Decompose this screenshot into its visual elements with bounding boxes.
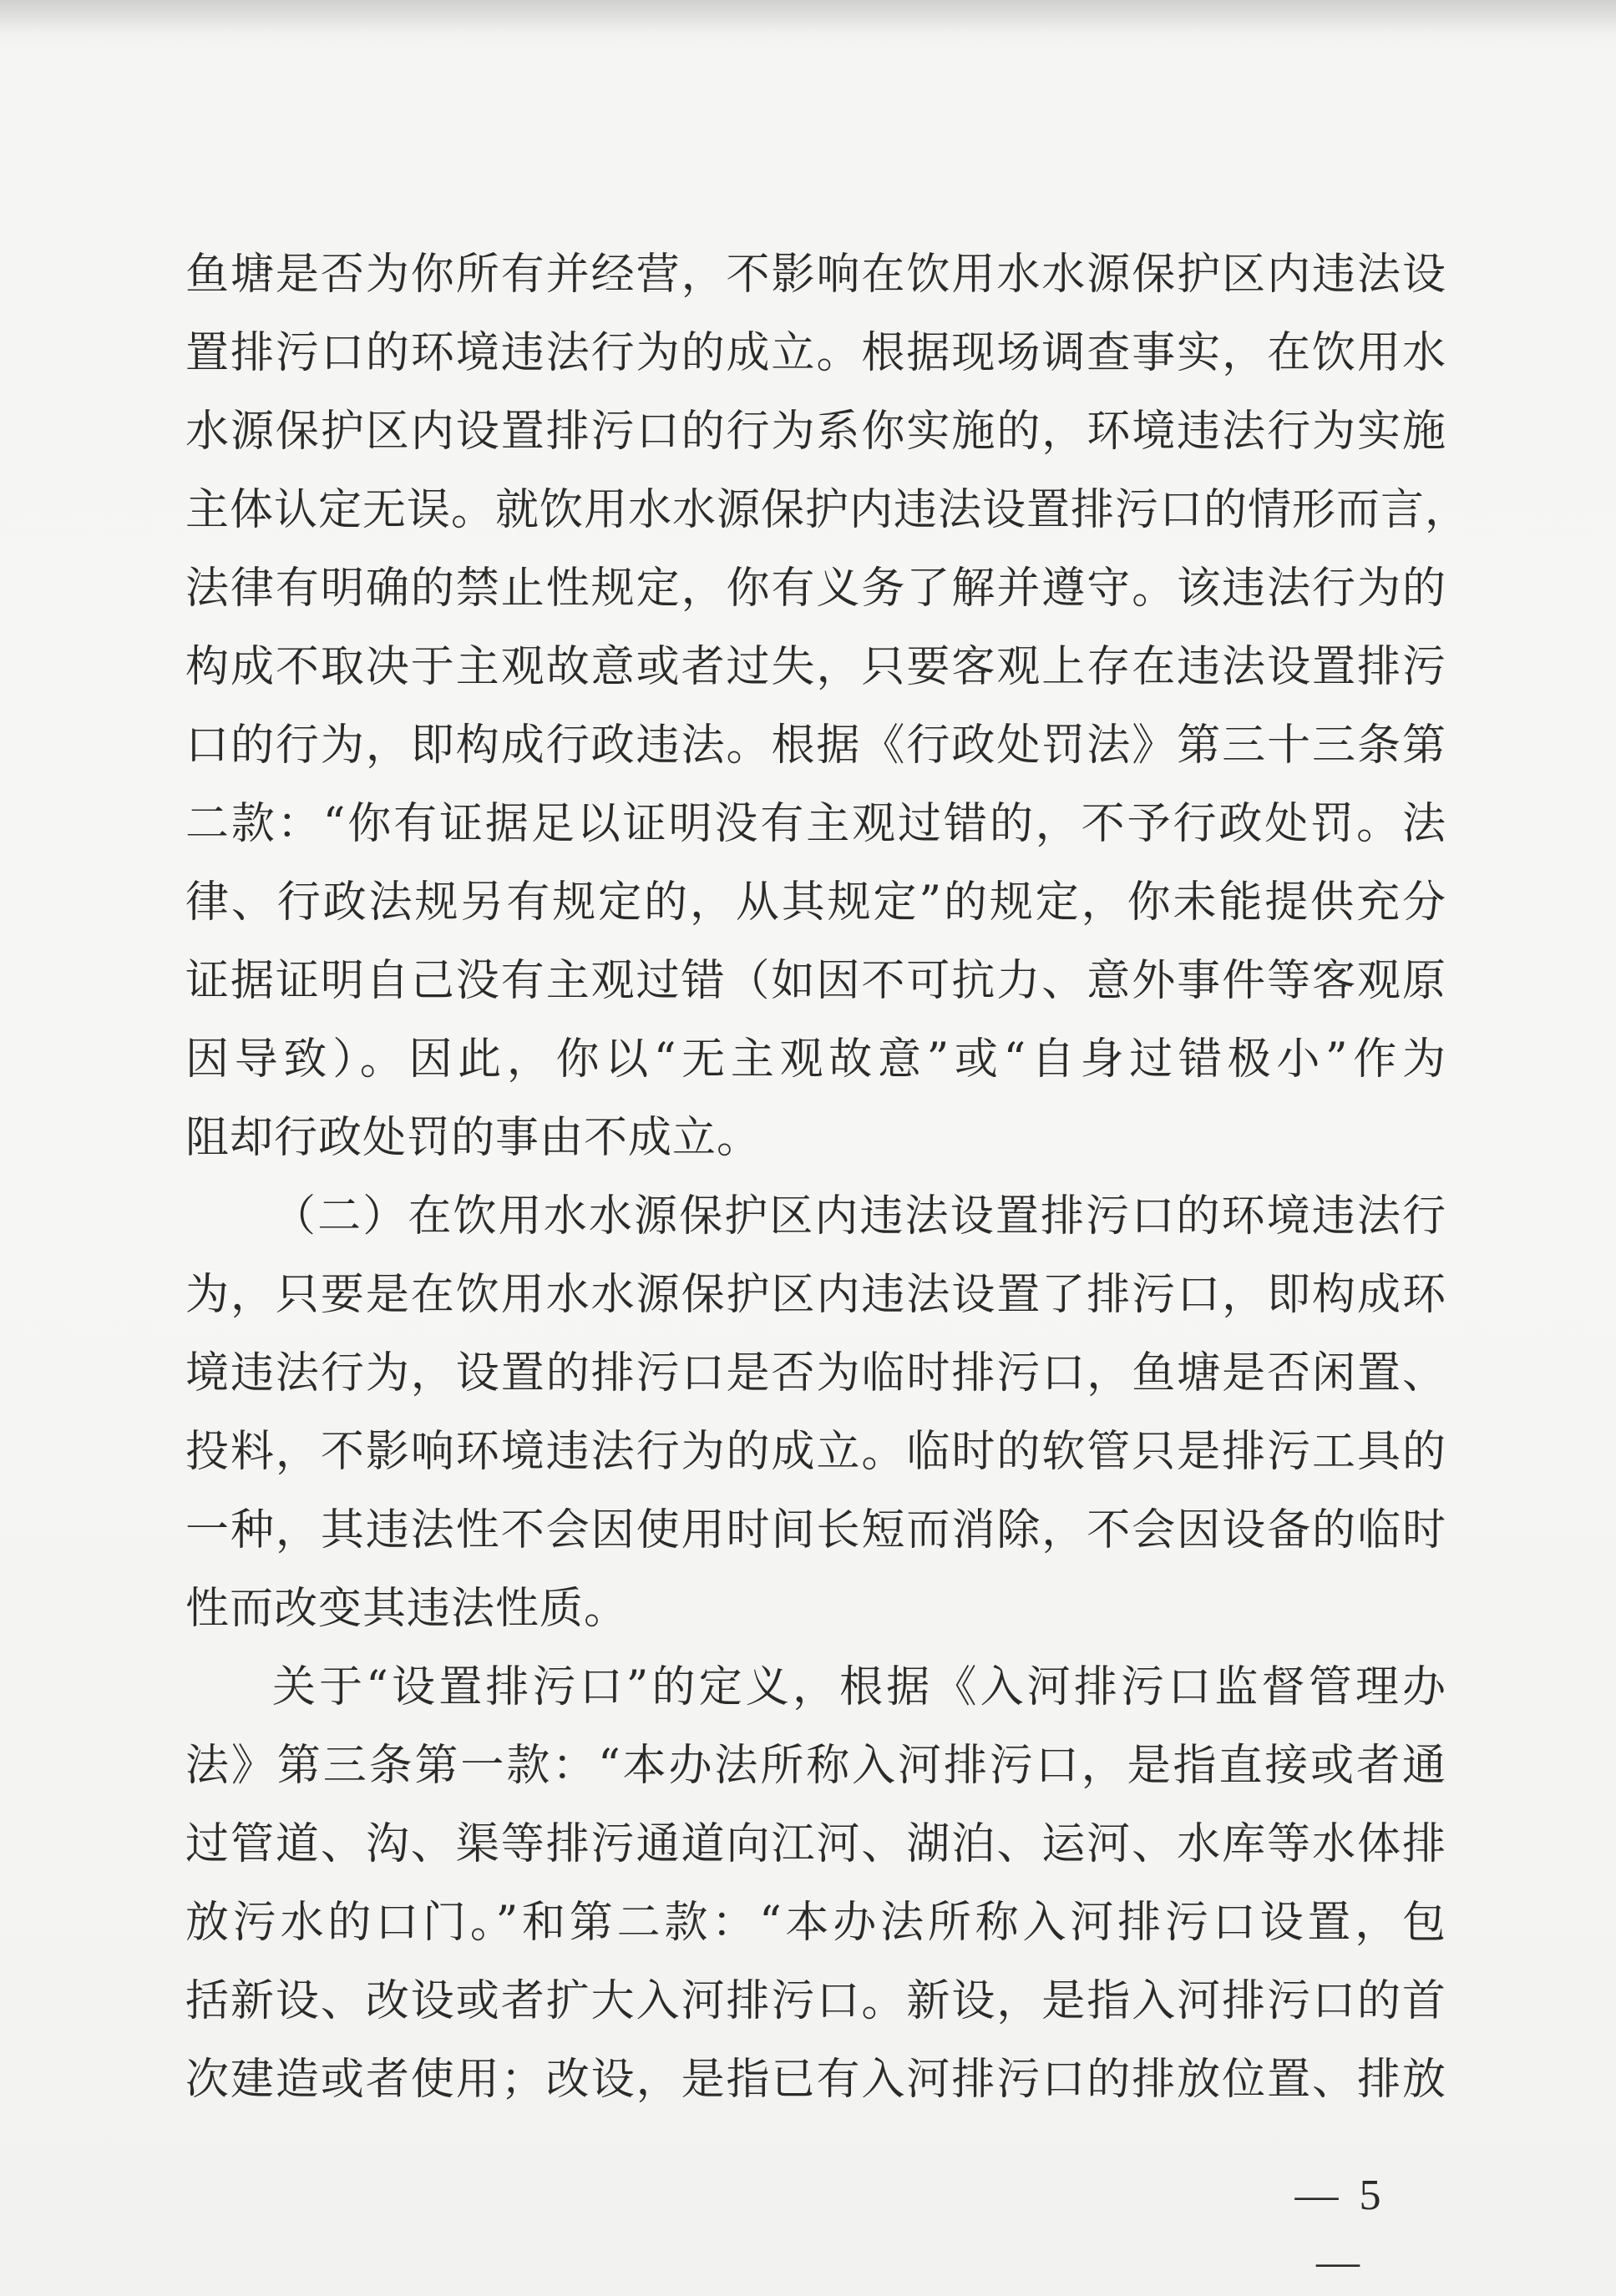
text-line: 律、行政法规另有规定的，从其规定”的规定，你未能提供充分	[185, 877, 1446, 928]
text-line: 构成不取决于主观故意或者过失，只要客观上存在违法设置排污	[185, 642, 1446, 692]
page-number: — 5 —	[1294, 2172, 1386, 2286]
text-line: 投料，不影响环境违法行为的成立。临时的软管只是排污工具的	[185, 1427, 1446, 1477]
text-line: 鱼塘是否为你所有并经营，不影响在饮用水水源保护区内违法设	[185, 250, 1446, 300]
text-line: 法律有明确的禁止性规定，你有义务了解并遵守。该违法行为的	[185, 564, 1446, 614]
text-line: 放污水的口门。”和第二款：“本办法所称入河排污口设置，包	[185, 1898, 1446, 1948]
text-line: 水源保护区内设置排污口的行为系你实施的，环境违法行为实施	[185, 407, 1446, 457]
text-line: 性而改变其违法性质。	[185, 1584, 629, 1634]
text-line: 关于“设置排污口”的定义，根据《入河排污口监督管理办	[272, 1662, 1446, 1712]
text-line: 过管道、沟、渠等排污通道向江河、湖泊、运河、水库等水体排	[185, 1819, 1446, 1869]
paragraph-heading-line: （二）在饮用水水源保护区内违法设置排污口的环境违法行	[272, 1191, 1446, 1242]
text-line: 法》第三条第一款：“本办法所称入河排污口，是指直接或者通	[185, 1741, 1446, 1791]
text-line: 二款：“你有证据足以证明没有主观过错的，不予行政处罚。法	[185, 799, 1446, 849]
text-line: 境违法行为，设置的排污口是否为临时排污口，鱼塘是否闲置、	[185, 1348, 1446, 1398]
text-line: 证据证明自己没有主观过错（如因不可抗力、意外事件等客观原	[185, 956, 1446, 1006]
text-line: 为，只要是在饮用水水源保护区内违法设置了排污口，即构成环	[185, 1270, 1446, 1320]
text-line: 因导致）。因此，你以“无主观故意”或“自身过错极小”作为	[185, 1034, 1446, 1085]
text-line: 次建造或者使用；改设，是指已有入河排污口的排放位置、排放	[185, 2055, 1446, 2105]
text-line: 口的行为，即构成行政违法。根据《行政处罚法》第三十三条第	[185, 721, 1446, 771]
text-line: 一种，其违法性不会因使用时间长短而消除，不会因设备的临时	[185, 1505, 1446, 1555]
text-line: 阻却行政处罚的事由不成立。	[185, 1113, 762, 1163]
text-line: 括新设、改设或者扩大入河排污口。新设，是指入河排污口的首	[185, 1976, 1446, 2026]
text-line: 置排污口的环境违法行为的成立。根据现场调查事实，在饮用水	[185, 328, 1446, 378]
text-line: 主体认定无误。就饮用水水源保护内违法设置排污口的情形而言，	[185, 485, 1470, 535]
scan-edge-shadow	[0, 0, 1616, 33]
